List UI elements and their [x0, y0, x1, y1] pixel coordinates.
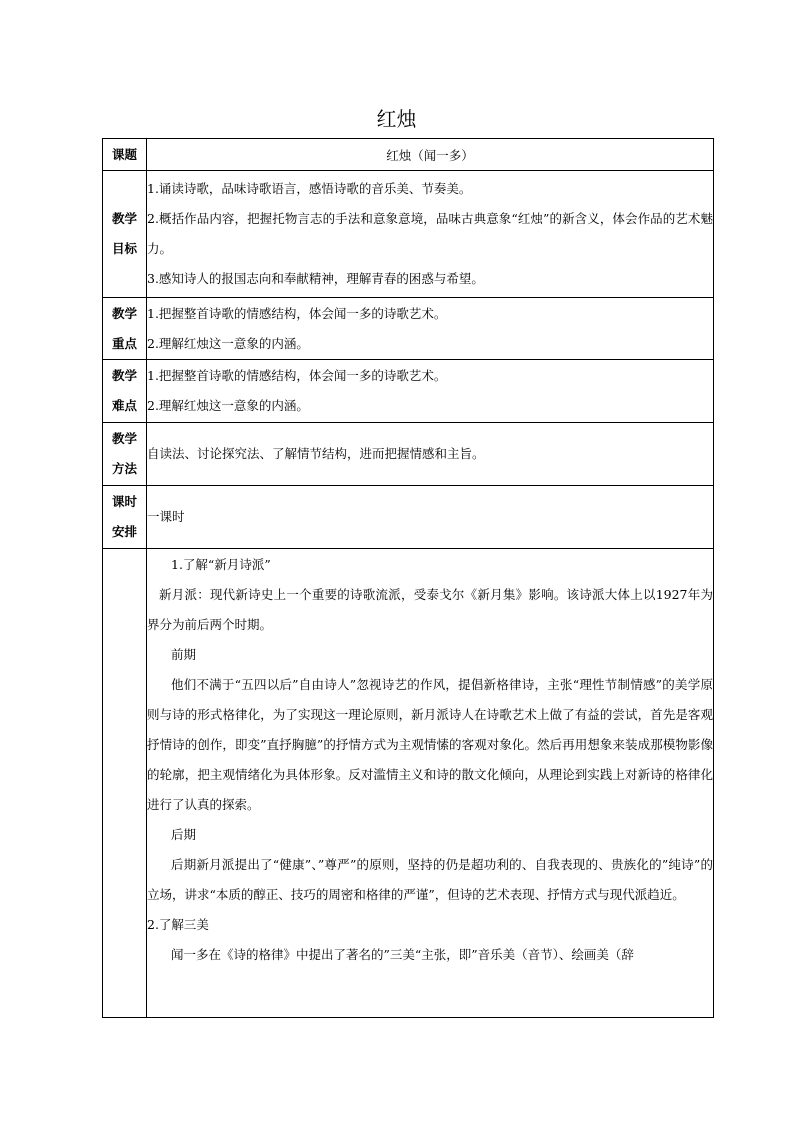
paragraph: 后期新月派提出了“健康”、”尊严”的原则，坚持的仍是超功利的、自我表现的、贵族化的”纯诗”的立场，讲求“本质的醇正、技巧的周密和格律的严谨”，但诗的艺术表现、抒情方式与现代派趋近。	[147, 857, 713, 902]
difficulties-label: 教学 难点	[103, 360, 147, 423]
paragraph: 他们不满于“五四以后”自由诗人”忽视诗艺的作风，提倡新格律诗，主张“理性节制情感”的美学原则与诗的形式格律化，为了实现这一理论原则，新月派诗人在诗歌艺术上做了有益的尝试，首先是客观抒情诗的创作，即变”直抒胸臆”的抒情方式为主观情愫的客观对象化。然后再用想象来装成那模物影像的轮廓，把主观情绪化为具体形象。反对滥情主义和诗的散文化倾向，从理论到实践上对新诗的格律化进行了认真的探索。	[147, 677, 713, 812]
sub-heading: 前期	[171, 647, 197, 662]
schedule-label: 课时 安排	[103, 486, 147, 549]
key-points-content	[147, 298, 714, 360]
schedule-content	[147, 486, 714, 549]
schedule-text: 一课时	[147, 509, 185, 524]
difficulties-row	[103, 360, 714, 423]
section-heading: 1.了解“新月诗派”	[171, 557, 271, 572]
key-point-item: 2.理解红烛这一意象的内涵。	[147, 335, 309, 351]
sub-heading: 后期	[171, 827, 197, 842]
paragraph: 闻一多在《诗的格律》中提出了著名的”三美“主张，即”音乐美（音节）、绘画美（辞	[171, 947, 634, 962]
objectives-content	[147, 171, 714, 298]
document-title: 红烛	[376, 107, 417, 131]
methods-text: 自读法、讨论探究法、了解情节结构，进而把握情感和主旨。	[147, 446, 485, 461]
process-row	[103, 549, 714, 1018]
methods-row	[103, 423, 714, 486]
process-content	[147, 549, 714, 1018]
difficulties-content	[147, 360, 714, 423]
schedule-row	[103, 486, 714, 549]
methods-content	[147, 423, 714, 486]
objective-item: 1.诵读诗歌，品味诗歌语言，感悟诗歌的音乐美、节奏美。	[147, 181, 472, 196]
process-label	[103, 549, 147, 1018]
objectives-row	[103, 171, 714, 298]
key-point-item: 1.把握整首诗歌的情感结构，体会闻一多的诗歌艺术。	[147, 305, 447, 321]
lesson-plan-table	[102, 138, 714, 1018]
methods-label: 教学 方法	[103, 423, 147, 486]
difficulty-item: 1.把握整首诗歌的情感结构，体会闻一多的诗歌艺术。	[147, 368, 447, 383]
objectives-label: 教学 目标	[103, 171, 147, 298]
difficulty-item: 2.理解红烛这一意象的内涵。	[147, 398, 309, 413]
objective-item: 2.概括作品内容，把握托物言志的手法和意象意境，品味古典意象“红烛”的新含义，体会作品的艺术魅力。	[147, 211, 713, 256]
topic-value: 红烛（闻一多）	[147, 139, 714, 171]
section-heading: 2.了解三美	[147, 917, 209, 932]
key-points-row	[103, 298, 714, 360]
topic-row	[103, 139, 714, 171]
objective-item: 3.感知诗人的报国志向和奉献精神，理解青春的困惑与希望。	[147, 271, 484, 286]
key-points-label: 教学 重点	[103, 298, 147, 360]
paragraph: 新月派：现代新诗史上一个重要的诗歌流派，受泰戈尔《新月集》影响。该诗派大体上以1927年为界分为前后两个时期。	[147, 587, 713, 632]
topic-label: 课题	[103, 139, 147, 171]
